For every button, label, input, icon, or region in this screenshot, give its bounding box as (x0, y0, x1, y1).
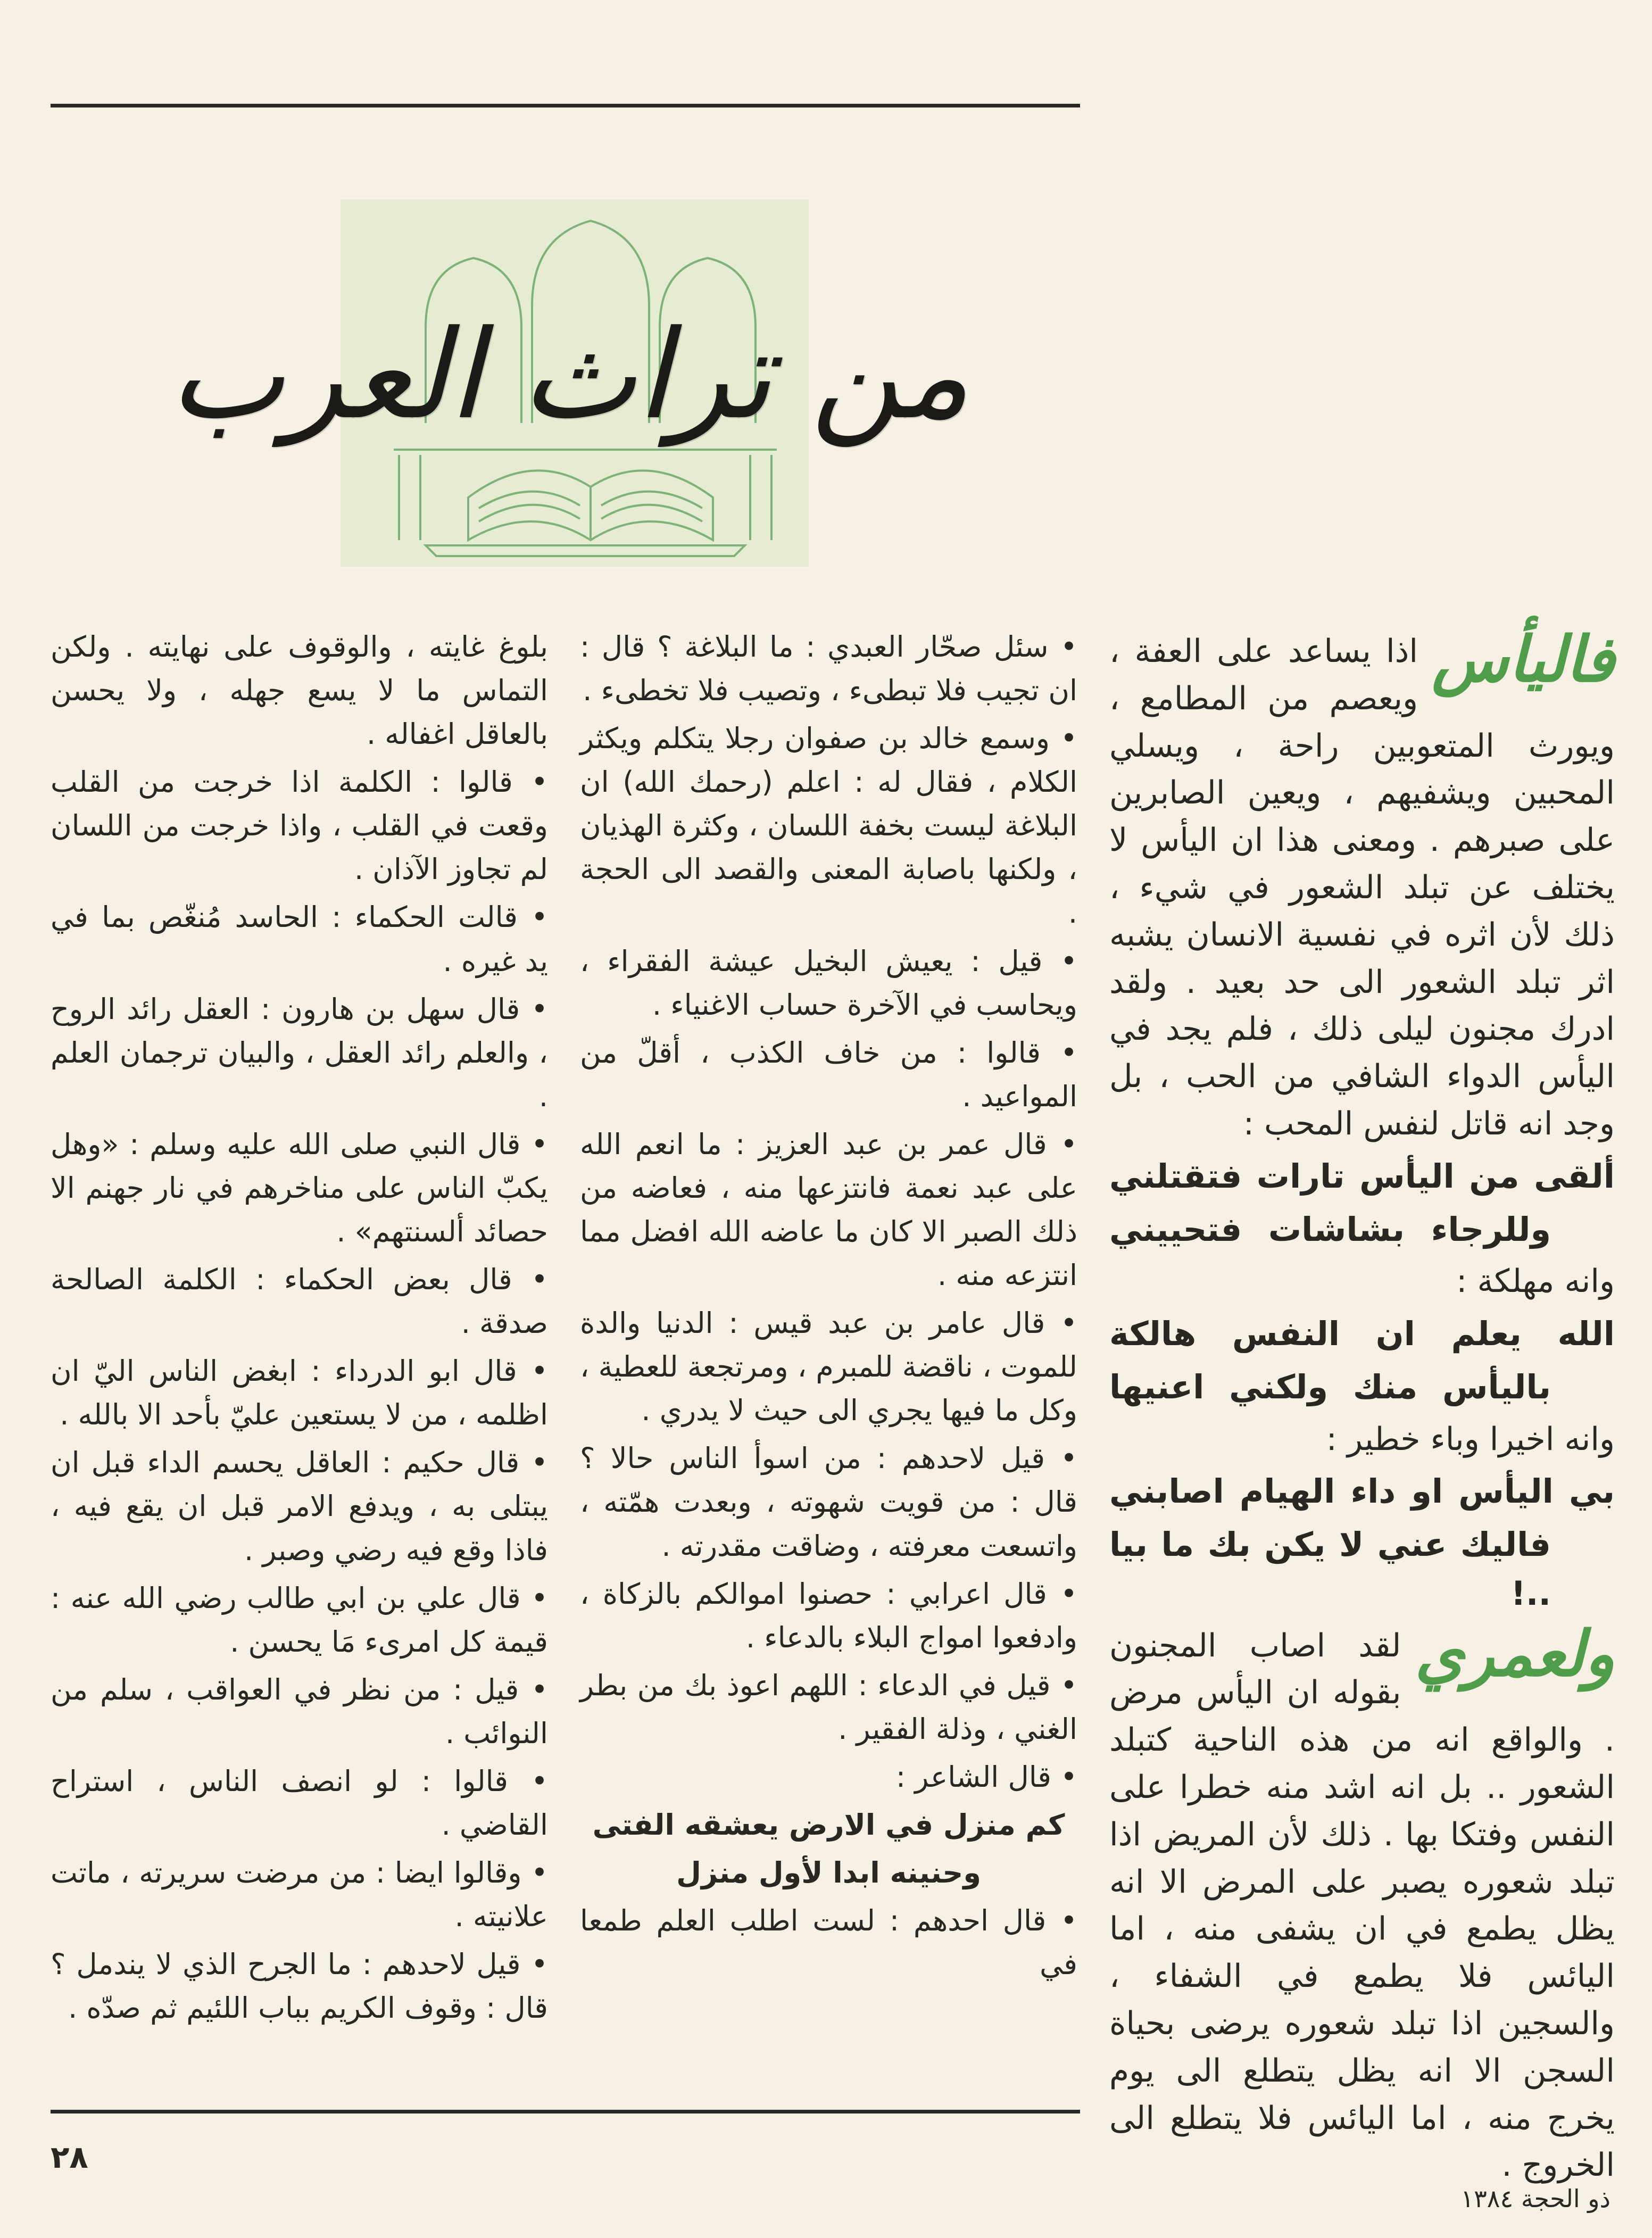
verse-line: فاليك عني لا يكن بك ما بيا ..! (1109, 1525, 1551, 1613)
columns (399, 455, 771, 540)
saying-item: • قيل لاحدهم : من اسوأ الناس حالا ؟ قال : من قويت شهوته ، وبعدت همّته ، واتسعت معرفته ، وضاقت مقدرته . (580, 1437, 1077, 1568)
saying-item: • قال النبي صلى الله عليه وسلم : «وهل يكبّ الناس على مناخرهم في نار جهنم الا حصائد ألسنتهم» . (51, 1123, 548, 1254)
page-number: ٢٨ (51, 2139, 88, 2175)
paragraph-illness-text: لقد اصاب المجنون بقوله ان اليأس مرض . والواقع انه من هذه الناحية كتبلد الشعور .. بل انه اشد منه خطرا على النفس وفتكا بها . ذلك لأن المريض اذا تبلد شعوره يصبر على المرض الا انه يظل يطمع في ان يشفى منه ، اما اليائس فلا يطمع في الشفاء ، والسجين اذا تبلد شعوره يرضى بحياة السجن الا انه يظل يتطلع الى يوم يخرج منه ، اما اليائس فلا يتطلع الى الخروج . (1109, 1627, 1615, 2184)
saying-item: • قيل : يعيش البخيل عيشة الفقراء ، ويحاسب في الآخرة حساب الاغنياء . (580, 940, 1077, 1027)
saying-item: • قال ابو الدرداء : ابغض الناس اليّ ان اظلمه ، من لا يستعين عليّ بأحد الا بالله . (51, 1349, 548, 1437)
decorative-word-despair: فاليأس (1432, 622, 1615, 696)
paragraph-despair-text: اذا يساعد على العفة ، ويعصم من المطامع ، ويورث المتعوبين راحة ، ويسلي المحبين ويشفيهم ، ويعين الصابرين على صبرهم . ومعنى هذا ان اليأس لا يختلف عن تبلد الشعور في شيء ، ذلك لأن اثره في نفسية الانسان يشبه اثر تبلد الشعور الى حد بعيد . ولقد ادرك مجنون ليلى ذلك ، فلم يجد في اليأس الدواء الشافي من الحب ، بل وجد انه قاتل لنفس المحب : (1109, 633, 1615, 1142)
saying-item: • قال علي بن ابي طالب رضي الله عنه : قيمة كل امرىء مَا يحسن . (51, 1577, 548, 1664)
saying-item: • قال الشاعر : (580, 1755, 1077, 1799)
saying-item: • وقالوا ايضا : من مرضت سريرته ، ماتت علانيته . (51, 1851, 548, 1938)
saying-item: • قال سهل بن هارون : العقل رائد الروح ، والعلم رائد العقل ، والبيان ترجمان العلم . (51, 988, 548, 1118)
saying-item: • قال احدهم : لست اطلب العلم طمعا في (580, 1899, 1077, 1986)
poem-line: كم منزل في الارض يعشقه الفتى (592, 1808, 1065, 1842)
verse-line: ألقى من اليأس تارات فتقتلني (1109, 1156, 1615, 1196)
saying-item: • قالوا : لو انصف الناس ، استراح القاضي . (51, 1760, 548, 1847)
saying-item: • قيل لاحدهم : ما الجرح الذي لا يندمل ؟ قال : وقوف الكريم بباب اللئيم ثم صدّه . (51, 1943, 548, 2030)
paragraph-despair (1109, 622, 1615, 1148)
saying-item: • قالوا : الكلمة اذا خرجت من القلب وقعت في القلب ، واذا خرجت من اللسان لم تجاوز الآذان . (51, 760, 548, 891)
saying-item: • قال بعض الحكماء : الكلمة الصالحة صدقة . (51, 1258, 548, 1345)
saying-item: • قال اعرابي : حصنوا اموالكم بالزكاة ، وادفعوا امواج البلاء بالدعاء . (580, 1572, 1077, 1660)
verse-line: بي اليأس او داء الهيام اصابني (1109, 1472, 1615, 1511)
decorative-word-by-my-life: ولعمري (1415, 1616, 1615, 1690)
saying-item: • قال عامر بن عبد قيس : الدنيا والدة للموت ، ناقضة للمبرم ، ومرتجعة للعطية ، وكل ما فيها يجري الى حيث لا يدري . (580, 1302, 1077, 1432)
saying-item: • وسمع خالد بن صفوان رجلا يتكلم ويكثر الكلام ، فقال له : اعلم (رحمك الله) ان البلاغة ليست بخفة اللسان ، وكثرة الهذيان ، ولكنها باصابة المعنى والقصد الى الحجة . (580, 717, 1077, 935)
continued-text: بلوغ غايته ، والوقوف على نهايته . ولكن التماس ما لا يسع جهله ، ولا يحسن بالعاقل اغفاله . (51, 630, 548, 751)
poem-line: وحنينه ابدا لأول منزل (676, 1856, 981, 1890)
column-left (51, 625, 548, 2034)
section-title: من تراث العرب (169, 304, 970, 446)
paragraph-illness (1109, 1616, 1615, 2190)
top-rule (51, 104, 1080, 107)
verse-line: وللرجاء بشاشات فتحييني (1109, 1209, 1551, 1249)
saying-item: • قيل في الدعاء : اللهم اعوذ بك من بطر الغني ، وذلة الفقير . (580, 1664, 1077, 1751)
column-middle (580, 625, 1077, 1991)
saying-item: • قال حكيم : العاقل يحسم الداء قبل ان يبتلى به ، ويدفع الامر قبل ان يقع فيه ، فاذا وقع فيه رضي وصبر . (51, 1441, 548, 1572)
saying-item: • قال عمر بن عبد العزيز : ما انعم الله على عبد نعمة فانتزعها منه ، فعاضه من ذلك الصبر الا كان ما عاضه الله افضل مما انتزعه منه . (580, 1123, 1077, 1297)
book-stack (426, 545, 745, 556)
verse-intro: وانه مهلكة : (1456, 1263, 1615, 1300)
saying-item: • قالوا : من خاف الكذب ، أقلّ من المواعيد . (580, 1031, 1077, 1118)
bottom-rule (51, 2110, 1080, 2113)
verse-intro: وانه اخيرا وباء خطير : (1326, 1420, 1615, 1458)
verse-line: باليأس منك ولكني اعنيها (1109, 1367, 1551, 1406)
issue-date: ذو الحجة ١٣٨٤ (1460, 2184, 1611, 2213)
saying-item: • قالت الحكماء : الحاسد مُنغّص بما في يد غيره . (51, 896, 548, 983)
verse-line: الله يعلم ان النفس هالكة (1109, 1314, 1615, 1354)
column-right (1109, 622, 1615, 2193)
saying-item: • سئل صحّار العبدي : ما البلاغة ؟ قال : ان تجيب فلا تبطىء ، وتصيب فلا تخطىء . (580, 625, 1077, 712)
saying-item: • قيل : من نظر في العواقب ، سلم من النوائب . (51, 1668, 548, 1755)
